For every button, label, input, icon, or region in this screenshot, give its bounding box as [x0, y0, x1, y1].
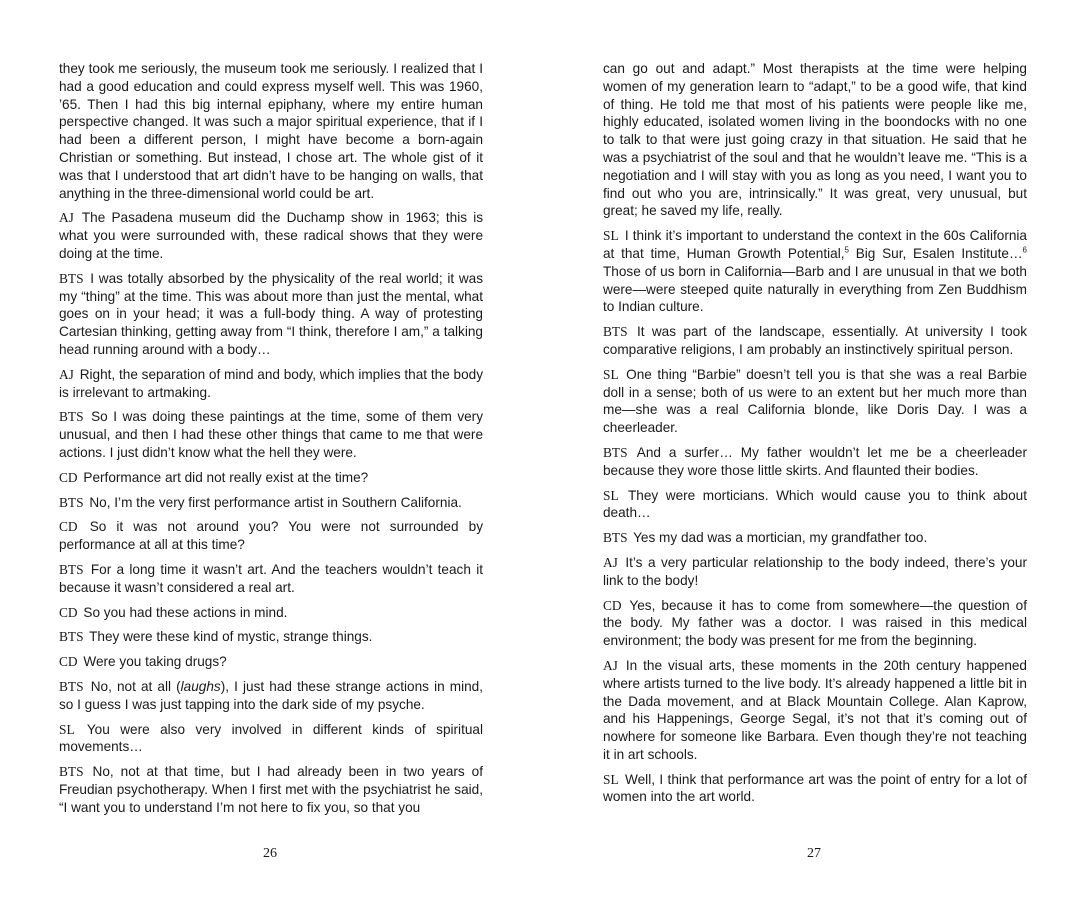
- exchange-text: One thing “Barbie” doesn’t tell you is that she was a real Barbie doll in a sense; both of us were to an extent but her much more than me—she was a real California blonde, like Doris Day. I was a cheerleader.: [603, 366, 1027, 436]
- exchange-paragraph: [59, 469, 483, 487]
- exchange-paragraph: [59, 366, 483, 402]
- speaker-initials: CD: [603, 597, 622, 613]
- footnote-marker: 6: [1022, 245, 1027, 255]
- page-number: 26: [263, 846, 277, 861]
- exchange-text: They were morticians. Which would cause you to think about death…: [603, 487, 1027, 521]
- exchange-text: It was part of the landscape, essentially. At university I took comparative religions, I am probably an instinctively spiritual person.: [603, 324, 1027, 357]
- exchange-text: For a long time it wasn’t art. And the teachers wouldn’t teach it because it wasn’t considered a real art.: [59, 561, 483, 595]
- speaker-initials: BTS: [603, 324, 628, 340]
- opening-paragraph: can go out and adapt.” Most therapists at the time were helping women of my generation learn to “adapt,” to be a good wife, that kind of thing. He told me that most of his patients were people like me, highly educated, isolated women living in the boondocks with no one to talk to that were just going crazy in that situation. He said that he was a psychiatrist of the soul and that he wouldn’t leave me. “This is a negotiation and I will stay with you as long as you need, I want you to find out who you are, intrinsically.” It was great, very unusual, but great; he saved my life, really.: [603, 61, 1027, 219]
- speaker-initials: CD: [59, 519, 78, 535]
- exchange-text: No, not at that time, but I had already been in two years of Freudian psychotherapy. When I first met with the psychiatrist he said, “I want you to understand I’m not here to fix you, so that you: [59, 764, 483, 815]
- exchange-paragraph: [59, 494, 483, 512]
- footnote-marker: 5: [844, 245, 849, 255]
- exchange-paragraph: [59, 561, 483, 597]
- exchange-text: No, I’m the very first performance artist in Southern California.: [89, 494, 462, 510]
- right-page: [603, 60, 1027, 813]
- exchange-text: Performance art did not really exist at the time?: [83, 469, 369, 485]
- exchange-text: So it was not around you? You were not surrounded by performance at all at this time?: [59, 519, 483, 553]
- speaker-initials: SL: [603, 366, 619, 382]
- exchange-paragraph: [59, 763, 483, 816]
- left-page: [59, 60, 483, 823]
- speaker-initials: CD: [59, 469, 78, 485]
- speaker-initials: BTS: [59, 678, 84, 694]
- exchange-paragraph: [603, 444, 1027, 480]
- exchange-text: And a surfer… My father wouldn’t let me be a cheerleader because they wore those little skirts. And flaunted their bodies.: [603, 444, 1027, 478]
- exchange-text: They were these kind of mystic, strange things.: [89, 629, 373, 645]
- opening-paragraph: they took me seriously, the museum took me seriously. I realized that I had a good education and could express myself well. This was 1960, ’65. Then I had this big internal epiphany, where my entire human perspective changed. It was such a major spiritual experience, that if I had been a different person, I might have become a born-again Christian or something. But instead, I chose art. The whole gist of it was that I understood that art didn’t have to be hanging on walls, that anything in the three-dimensional world could be art.: [59, 61, 483, 201]
- speaker-initials: BTS: [603, 444, 628, 460]
- speaker-initials: CD: [59, 604, 78, 620]
- exchange-text: Well, I think that performance art was the point of entry for a lot of women into the art world.: [603, 771, 1027, 805]
- exchange-paragraph: [59, 628, 483, 646]
- speaker-initials: BTS: [59, 409, 84, 425]
- exchange-text: I think it’s important to understand the context in the 60s California at that time, Human Growth Potential,: [603, 228, 1027, 261]
- exchange-text: So you had these actions in mind.: [83, 604, 288, 620]
- speaker-initials: AJ: [603, 554, 618, 570]
- exchange-text: I was totally absorbed by the physicality of the real world; it was my “thing” at the time. This was about more than just the mental, what goes on in your head; it was a full-body thing. A way of protesting Cartesian thinking, getting away from “I think, therefore I am,” a talking head running around with a body…: [59, 270, 484, 357]
- speaker-initials: BTS: [59, 270, 84, 286]
- exchange-paragraph: [603, 657, 1027, 764]
- exchange-paragraph: [603, 366, 1027, 437]
- exchange-paragraph: [603, 323, 1027, 359]
- stage-direction: laughs: [180, 678, 221, 694]
- exchange-paragraph: [603, 227, 1027, 316]
- exchange-text: ), I just had these strange actions in mind, so I guess I was just tapping into the dark side of my psyche.: [59, 678, 484, 712]
- exchange-paragraph: [59, 604, 483, 622]
- exchange-paragraph: [59, 209, 483, 262]
- speaker-initials: SL: [59, 721, 75, 737]
- exchange-text: You were also very involved in different kinds of spiritual movements…: [59, 721, 483, 755]
- exchange-paragraph: [603, 597, 1027, 650]
- exchange-text: Were you taking drugs?: [83, 654, 227, 670]
- exchange-text: No, not at all (: [90, 678, 181, 694]
- speaker-initials: BTS: [59, 629, 84, 645]
- exchange-text: So I was doing these paintings at the time, some of them very unusual, and then I had these other things that came to me that were actions. I just didn’t know what the hell they were.: [59, 409, 483, 460]
- exchange-paragraph: [603, 771, 1027, 807]
- exchange-text: In the visual arts, these moments in the 20th century happened where artists turned to the live body. It’s already happened a little bit in the Dada movement, and at Black Mountain College. Alan Kaprow, and his Happenings, George Segal, it’s not that it’s coming out of nowhere for someone like Barbara. Even though they’re not teaching it in art schools.: [603, 657, 1027, 762]
- exchange-paragraph: [59, 408, 483, 461]
- exchange-text: Yes my dad was a mortician, my grandfather too.: [633, 530, 928, 546]
- speaker-initials: SL: [603, 771, 619, 787]
- exchange-paragraph: [603, 529, 1027, 547]
- exchange-text: Yes, because it has to come from somewhere—the question of the body. My father was a doctor. I was raised in this medical environment; the body was present for me from the beginning.: [603, 597, 1028, 649]
- speaker-initials: BTS: [59, 561, 84, 577]
- exchange-paragraph: [603, 487, 1027, 523]
- page-number: 27: [807, 846, 821, 861]
- exchange-text: Right, the separation of mind and body, which implies that the body is irrelevant to artmaking.: [59, 366, 484, 400]
- exchange-paragraph: [59, 518, 483, 554]
- exchange-text: The Pasadena museum did the Duchamp show in 1963; this is what you were surrounded with, these radical shows that they were doing at the time.: [59, 210, 484, 261]
- speaker-initials: SL: [603, 228, 619, 244]
- exchange-paragraph: [59, 270, 483, 359]
- speaker-initials: SL: [603, 487, 619, 503]
- speaker-initials: AJ: [59, 210, 74, 226]
- exchange-text: It’s a very particular relationship to the body indeed, there’s your link to the body!: [603, 554, 1028, 588]
- exchange-paragraph: [59, 653, 483, 671]
- exchange-paragraph: [59, 721, 483, 757]
- speaker-initials: AJ: [603, 657, 618, 673]
- exchange-paragraph: [603, 554, 1027, 590]
- speaker-initials: CD: [59, 654, 78, 670]
- exchange-text: Those of us born in California—Barb and I are unusual in that we both were—were steeped quite naturally in everything from Zen Buddhism to Indian culture.: [603, 263, 1027, 315]
- exchange-text: Big Sur, Esalen Institute…: [848, 245, 1023, 261]
- speaker-initials: BTS: [59, 764, 84, 780]
- speaker-initials: BTS: [603, 530, 628, 546]
- speaker-initials: BTS: [59, 494, 84, 510]
- exchange-paragraph: [59, 678, 483, 714]
- speaker-initials: AJ: [59, 366, 74, 382]
